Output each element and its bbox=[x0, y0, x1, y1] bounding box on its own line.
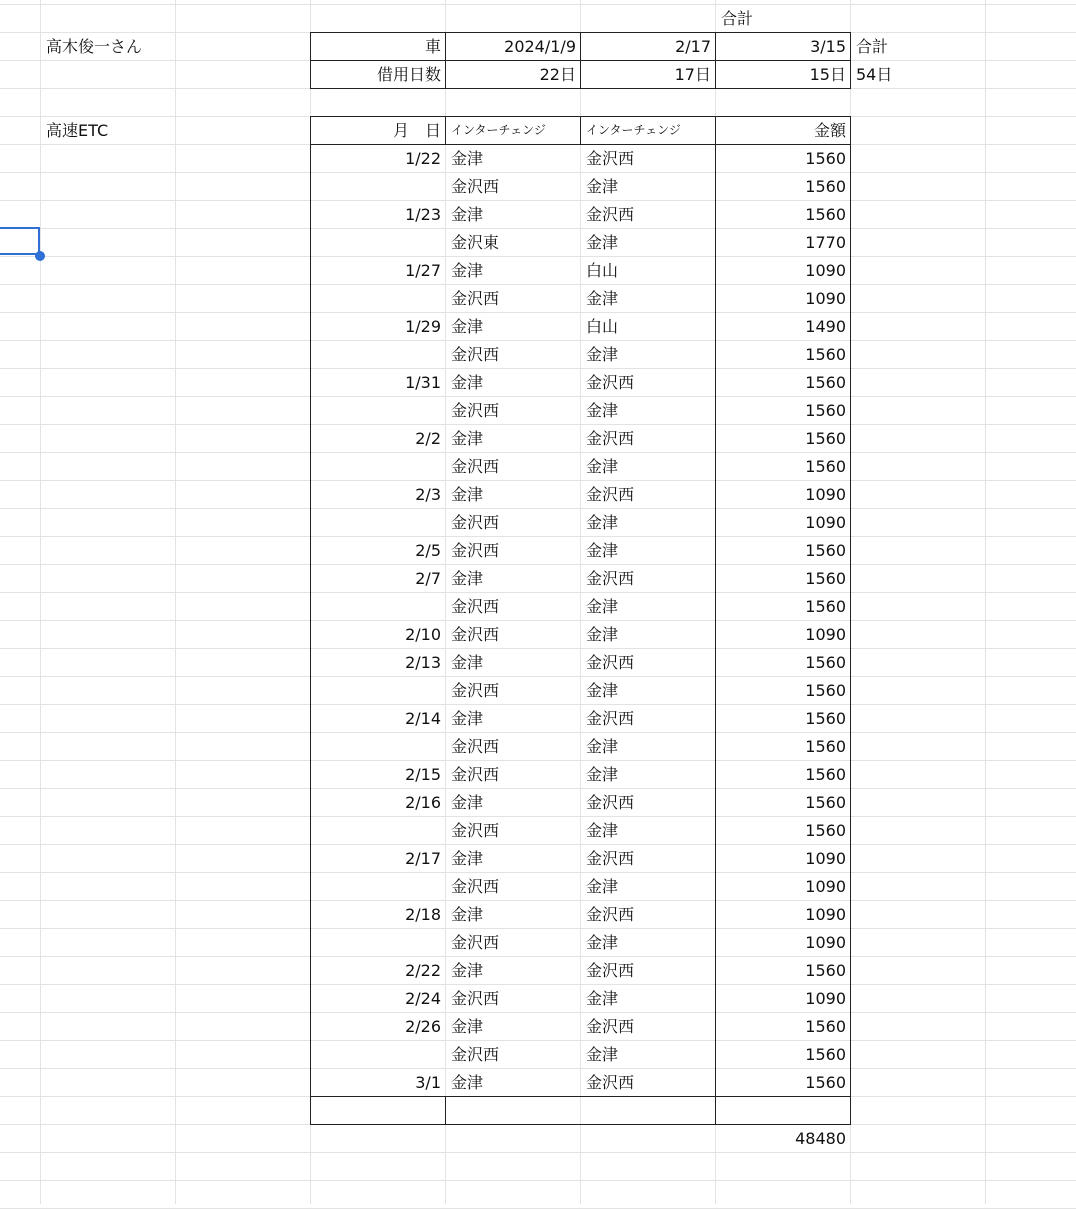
header-table-vborder bbox=[445, 32, 446, 88]
row-date-cell[interactable] bbox=[311, 229, 445, 256]
etc-table-inner-border bbox=[715, 116, 716, 1124]
row-amount-cell[interactable]: 1560 bbox=[805, 401, 846, 420]
row-from-cell[interactable]: 金津 bbox=[451, 1017, 484, 1036]
row-amount-cell[interactable]: 1560 bbox=[805, 765, 846, 784]
row-from-cell[interactable]: 金津 bbox=[451, 429, 484, 448]
row-date-cell[interactable]: 1/22 bbox=[405, 149, 441, 168]
row-from-cell[interactable]: 金沢西 bbox=[451, 681, 500, 700]
row-from-cell[interactable]: 金津 bbox=[451, 485, 484, 504]
etc-table-right-border bbox=[850, 116, 851, 1124]
etc-table-bottom-border bbox=[310, 1124, 851, 1125]
row-date-cell[interactable] bbox=[311, 873, 445, 900]
row-from-cell[interactable]: 金津 bbox=[451, 149, 484, 168]
row-to-cell[interactable]: 金沢西 bbox=[586, 849, 635, 868]
row-to-cell[interactable]: 金津 bbox=[586, 233, 619, 252]
row-amount-cell[interactable]: 1560 bbox=[805, 737, 846, 756]
header-table-vborder bbox=[850, 32, 851, 88]
row-to-cell[interactable]: 金沢西 bbox=[586, 1017, 635, 1036]
row-from-cell[interactable]: 金沢西 bbox=[451, 737, 500, 756]
row-to-cell[interactable]: 金沢西 bbox=[586, 1073, 635, 1092]
header-table-vborder bbox=[715, 32, 716, 88]
row-from-cell[interactable]: 金沢西 bbox=[451, 765, 500, 784]
row-to-cell[interactable]: 金津 bbox=[586, 513, 619, 532]
row-amount-cell[interactable]: 1560 bbox=[805, 373, 846, 392]
row-from-cell[interactable]: 金沢西 bbox=[451, 345, 500, 364]
days-value-cell[interactable]: 17日 bbox=[674, 65, 711, 84]
col-header-date[interactable]: 月 日 bbox=[392, 121, 441, 140]
row-to-cell[interactable]: 金津 bbox=[586, 821, 619, 840]
row-amount-cell[interactable]: 1560 bbox=[805, 681, 846, 700]
row-amount-cell[interactable]: 1560 bbox=[805, 653, 846, 672]
row-to-cell[interactable]: 金沢西 bbox=[586, 905, 635, 924]
row-date-cell[interactable] bbox=[311, 593, 445, 620]
row-from-cell[interactable]: 金沢西 bbox=[451, 457, 500, 476]
row-from-cell[interactable]: 金津 bbox=[451, 961, 484, 980]
row-to-cell[interactable]: 金沢西 bbox=[586, 205, 635, 224]
row-amount-cell[interactable]: 1770 bbox=[805, 233, 846, 252]
row-date-cell[interactable]: 2/3 bbox=[415, 485, 441, 504]
row-to-cell[interactable]: 金沢西 bbox=[586, 485, 635, 504]
row-to-cell[interactable]: 金津 bbox=[586, 177, 619, 196]
row-from-cell[interactable]: 金津 bbox=[451, 709, 484, 728]
row-amount-cell[interactable]: 1560 bbox=[805, 1073, 846, 1092]
row-date-cell[interactable] bbox=[311, 509, 445, 536]
header-table-hborder bbox=[310, 88, 851, 89]
col-header-amount[interactable]: 金額 bbox=[813, 121, 846, 140]
selected-cell-outline[interactable] bbox=[0, 227, 40, 255]
row-to-cell[interactable]: 金沢西 bbox=[586, 709, 635, 728]
row-date-cell[interactable]: 1/29 bbox=[405, 317, 441, 336]
car-label[interactable]: 車 bbox=[424, 37, 441, 56]
row-to-cell[interactable]: 金津 bbox=[586, 597, 619, 616]
row-to-cell[interactable]: 金津 bbox=[586, 345, 619, 364]
days-total-cell[interactable]: 54日 bbox=[856, 65, 893, 84]
row-to-cell[interactable]: 金津 bbox=[586, 737, 619, 756]
row-date-cell[interactable] bbox=[311, 733, 445, 760]
row-date-cell[interactable]: 2/16 bbox=[405, 793, 441, 812]
row-to-cell[interactable]: 金津 bbox=[586, 933, 619, 952]
row-from-cell[interactable]: 金津 bbox=[451, 905, 484, 924]
row-from-cell[interactable]: 金沢東 bbox=[451, 233, 500, 252]
etc-table-data-bottom-border bbox=[310, 1096, 851, 1097]
row-date-cell[interactable]: 2/15 bbox=[405, 765, 441, 784]
row-to-cell[interactable]: 金津 bbox=[586, 457, 619, 476]
row-from-cell[interactable]: 金沢西 bbox=[451, 541, 500, 560]
row-to-cell[interactable]: 金津 bbox=[586, 989, 619, 1008]
row-from-cell[interactable]: 金津 bbox=[451, 373, 484, 392]
etc-table-left-border bbox=[310, 116, 311, 1124]
fill-handle[interactable] bbox=[35, 251, 45, 261]
row-amount-cell[interactable]: 1090 bbox=[805, 877, 846, 896]
row-date-cell[interactable]: 2/24 bbox=[405, 989, 441, 1008]
row-to-cell[interactable]: 金沢西 bbox=[586, 373, 635, 392]
row-date-cell[interactable]: 2/7 bbox=[415, 569, 441, 588]
row-from-cell[interactable]: 金沢西 bbox=[451, 289, 500, 308]
row-date-cell[interactable] bbox=[311, 817, 445, 844]
row-amount-cell[interactable]: 1560 bbox=[805, 541, 846, 560]
row-amount-cell[interactable]: 1560 bbox=[805, 569, 846, 588]
row-date-cell[interactable]: 2/5 bbox=[415, 541, 441, 560]
row-from-cell[interactable]: 金沢西 bbox=[451, 177, 500, 196]
etc-table-inner-border bbox=[445, 1096, 446, 1124]
row-amount-cell[interactable]: 1090 bbox=[805, 989, 846, 1008]
row-date-cell[interactable] bbox=[311, 929, 445, 956]
row-amount-cell[interactable]: 1560 bbox=[805, 345, 846, 364]
car-total-label[interactable]: 合計 bbox=[856, 37, 889, 56]
row-amount-cell[interactable]: 1560 bbox=[805, 429, 846, 448]
row-amount-cell[interactable]: 1560 bbox=[805, 821, 846, 840]
days-value-cell[interactable]: 15日 bbox=[809, 65, 846, 84]
row-date-cell[interactable]: 1/27 bbox=[405, 261, 441, 280]
row-amount-cell[interactable]: 1090 bbox=[805, 905, 846, 924]
row-from-cell[interactable]: 金沢西 bbox=[451, 933, 500, 952]
top-total-label[interactable]: 合計 bbox=[721, 9, 754, 28]
etc-section-label[interactable]: 高速ETC bbox=[46, 121, 109, 140]
row-to-cell[interactable]: 金沢西 bbox=[586, 429, 635, 448]
row-from-cell[interactable]: 金津 bbox=[451, 849, 484, 868]
row-date-cell[interactable]: 1/23 bbox=[405, 205, 441, 224]
row-from-cell[interactable]: 金沢西 bbox=[451, 597, 500, 616]
row-amount-cell[interactable]: 1560 bbox=[805, 709, 846, 728]
row-date-cell[interactable] bbox=[311, 397, 445, 424]
person-name[interactable]: 高木俊一さん bbox=[46, 37, 143, 56]
row-amount-cell[interactable]: 1560 bbox=[805, 177, 846, 196]
row-amount-cell[interactable]: 1560 bbox=[805, 961, 846, 980]
row-from-cell[interactable]: 金津 bbox=[451, 653, 484, 672]
row-from-cell[interactable]: 金沢西 bbox=[451, 1045, 500, 1064]
car-date-cell[interactable]: 2/17 bbox=[675, 37, 711, 56]
row-date-cell[interactable]: 2/13 bbox=[405, 653, 441, 672]
row-date-cell[interactable] bbox=[311, 453, 445, 480]
row-amount-cell[interactable]: 1090 bbox=[805, 261, 846, 280]
row-date-cell[interactable]: 2/22 bbox=[405, 961, 441, 980]
row-to-cell[interactable]: 金津 bbox=[586, 765, 619, 784]
row-to-cell[interactable]: 金津 bbox=[586, 877, 619, 896]
row-to-cell[interactable]: 金津 bbox=[586, 401, 619, 420]
etc-table-header-border bbox=[310, 144, 851, 145]
row-to-cell[interactable]: 金沢西 bbox=[586, 793, 635, 812]
days-label[interactable]: 借用日数 bbox=[376, 65, 441, 84]
car-date-cell[interactable]: 2024/1/9 bbox=[504, 37, 576, 56]
row-amount-cell[interactable]: 1090 bbox=[805, 849, 846, 868]
row-from-cell[interactable]: 金沢西 bbox=[451, 625, 500, 644]
row-date-cell[interactable] bbox=[311, 1041, 445, 1068]
etc-total-cell[interactable]: 48480 bbox=[795, 1129, 846, 1148]
row-amount-cell[interactable]: 1560 bbox=[805, 793, 846, 812]
row-from-cell[interactable]: 金津 bbox=[451, 793, 484, 812]
row-to-cell[interactable]: 金津 bbox=[586, 681, 619, 700]
etc-table-inner-border bbox=[580, 116, 581, 144]
row-amount-cell[interactable]: 1090 bbox=[805, 289, 846, 308]
col-header-from[interactable]: インターチェンジ bbox=[451, 123, 546, 137]
row-to-cell[interactable]: 金沢西 bbox=[586, 961, 635, 980]
row-from-cell[interactable]: 金津 bbox=[451, 569, 484, 588]
row-amount-cell[interactable]: 1560 bbox=[805, 1045, 846, 1064]
row-to-cell[interactable]: 金津 bbox=[586, 625, 619, 644]
row-date-cell[interactable] bbox=[311, 341, 445, 368]
row-date-cell[interactable]: 2/10 bbox=[405, 625, 441, 644]
row-from-cell[interactable]: 金津 bbox=[451, 1073, 484, 1092]
row-from-cell[interactable]: 金沢西 bbox=[451, 821, 500, 840]
row-from-cell[interactable]: 金津 bbox=[451, 205, 484, 224]
row-amount-cell[interactable]: 1560 bbox=[805, 457, 846, 476]
row-date-cell[interactable]: 2/26 bbox=[405, 1017, 441, 1036]
row-date-cell[interactable]: 2/2 bbox=[415, 429, 441, 448]
row-date-cell[interactable] bbox=[311, 173, 445, 200]
row-date-cell[interactable]: 2/17 bbox=[405, 849, 441, 868]
header-table-vborder bbox=[580, 32, 581, 88]
row-from-cell[interactable]: 金沢西 bbox=[451, 401, 500, 420]
row-date-cell[interactable] bbox=[311, 285, 445, 312]
row-amount-cell[interactable]: 1490 bbox=[805, 317, 846, 336]
row-to-cell[interactable]: 金沢西 bbox=[586, 149, 635, 168]
row-date-cell[interactable] bbox=[311, 677, 445, 704]
row-amount-cell[interactable]: 1090 bbox=[805, 485, 846, 504]
row-from-cell[interactable]: 金沢西 bbox=[451, 513, 500, 532]
row-to-cell[interactable]: 白山 bbox=[586, 317, 619, 336]
row-date-cell[interactable]: 3/1 bbox=[415, 1073, 441, 1092]
row-from-cell[interactable]: 金沢西 bbox=[451, 989, 500, 1008]
row-amount-cell[interactable]: 1090 bbox=[805, 513, 846, 532]
etc-table-inner-border bbox=[445, 116, 446, 144]
row-amount-cell[interactable]: 1560 bbox=[805, 1017, 846, 1036]
row-from-cell[interactable]: 金津 bbox=[451, 261, 484, 280]
row-date-cell[interactable]: 2/14 bbox=[405, 709, 441, 728]
row-to-cell[interactable]: 金津 bbox=[586, 289, 619, 308]
row-amount-cell[interactable]: 1560 bbox=[805, 597, 846, 616]
header-table-vborder bbox=[310, 32, 311, 88]
row-date-cell[interactable]: 2/18 bbox=[405, 905, 441, 924]
row-from-cell[interactable]: 金沢西 bbox=[451, 877, 500, 896]
row-amount-cell[interactable]: 1560 bbox=[805, 149, 846, 168]
row-amount-cell[interactable]: 1090 bbox=[805, 933, 846, 952]
row-date-cell[interactable]: 1/31 bbox=[405, 373, 441, 392]
row-amount-cell[interactable]: 1560 bbox=[805, 205, 846, 224]
row-to-cell[interactable]: 金沢西 bbox=[586, 569, 635, 588]
days-value-cell[interactable]: 22日 bbox=[539, 65, 576, 84]
col-header-to[interactable]: インターチェンジ bbox=[586, 123, 681, 137]
row-amount-cell[interactable]: 1090 bbox=[805, 625, 846, 644]
row-to-cell[interactable]: 金津 bbox=[586, 1045, 619, 1064]
row-to-cell[interactable]: 金沢西 bbox=[586, 653, 635, 672]
row-from-cell[interactable]: 金津 bbox=[451, 317, 484, 336]
car-date-cell[interactable]: 3/15 bbox=[810, 37, 846, 56]
row-to-cell[interactable]: 金津 bbox=[586, 541, 619, 560]
row-to-cell[interactable]: 白山 bbox=[586, 261, 619, 280]
